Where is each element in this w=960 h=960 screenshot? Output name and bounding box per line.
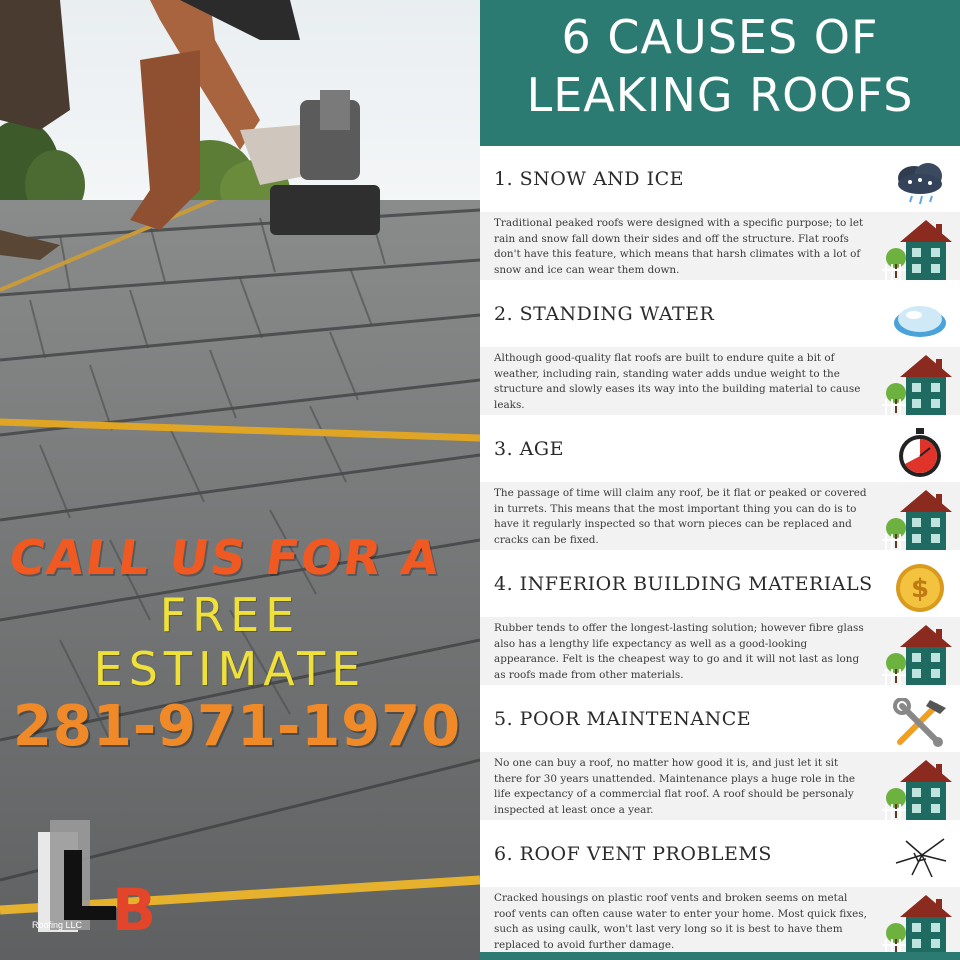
cracked-glass-icon — [892, 833, 948, 883]
title-line-1: 6 CAUSES OF — [561, 10, 879, 64]
cause-description: The passage of time will claim any roof, be it flat or peaked or covered in turrets. This means that the most important thing you can do is to have it regularly inspected so that worn pieces can be replaced and cracks can be fixed. — [494, 487, 867, 546]
worker-with-nail-gun — [0, 0, 480, 260]
cause-title: 3. AGE — [494, 438, 564, 460]
cta-call-us: CALL US FOR A — [5, 530, 445, 586]
cause-title: 1. SNOW AND ICE — [494, 168, 684, 190]
cause-item-5 — [480, 686, 960, 821]
house-icon — [880, 617, 952, 685]
house-icon — [880, 212, 952, 280]
house-icon — [880, 482, 952, 550]
house-icon — [880, 752, 952, 820]
page-title — [480, 8, 960, 124]
cause-description: No one can buy a roof, no matter how good it is, and just let it sit there for 30 years unattended. Maintenance plays a huge role in the life expectancy of a commercial flat roof. A roof should be personaly inspected at least once a year. — [494, 757, 855, 816]
cta-free: FREE — [159, 588, 301, 642]
cause-description: Cracked housings on plastic roof vents and broken seems on metal roof vents can often cause water to enter your home. Most quick fixes, such as using caulk, won't last very long so it is best to have them replaced to avoid further damage. — [494, 892, 867, 951]
cause-title: 4. INFERIOR BUILDING MATERIALS — [494, 573, 873, 595]
water-drop-icon — [892, 293, 948, 343]
house-icon — [880, 887, 952, 955]
title-line-2: LEAKING ROOFS — [526, 68, 914, 122]
cause-title: 6. ROOF VENT PROBLEMS — [494, 843, 772, 865]
stopwatch-icon — [892, 428, 948, 478]
bottom-accent-bar — [480, 952, 960, 960]
cause-title: 2. STANDING WATER — [494, 303, 715, 325]
tools-icon — [892, 698, 948, 748]
cta-phone-number[interactable]: 281-971-1970 — [12, 694, 462, 759]
cause-description: Rubber tends to offer the longest-lasting solution; however fibre glass also has a lengthy life expectancy as well as a good-looking appearance. Felt is the cheapest way to go and it will not last as long as roofs made from other materials. — [494, 622, 864, 681]
svg-text:B: B — [112, 876, 157, 940]
snow-cloud-icon — [892, 158, 948, 208]
house-icon — [880, 347, 952, 415]
cause-item-3 — [480, 416, 960, 551]
cta-estimate: ESTIMATE — [93, 642, 367, 696]
call-to-action — [0, 530, 480, 759]
svg-text:$: $ — [910, 574, 930, 604]
info-panel — [480, 0, 960, 960]
cause-item-2 — [480, 281, 960, 416]
cause-item-6 — [480, 821, 960, 956]
cause-item-1 — [480, 146, 960, 281]
logo-tagline: Roofing LLC — [32, 920, 83, 930]
dollar-coin-icon — [892, 563, 948, 613]
cause-item-4 — [480, 551, 960, 686]
cause-description: Traditional peaked roofs were designed with a specific purpose; to let rain and snow fall down their sides and off the structure. Flat roofs don't have this feature, which means that harsh climates with a lot of snow and ice can wear them down. — [494, 217, 864, 276]
header-banner — [480, 0, 960, 146]
cause-title: 5. POOR MAINTENANCE — [494, 708, 752, 730]
cause-description: Although good-quality flat roofs are built to endure quite a bit of weather, including rain, standing water adds undue weight to the structure and slowly eases its way into the building material to cause leaks. — [494, 352, 861, 411]
